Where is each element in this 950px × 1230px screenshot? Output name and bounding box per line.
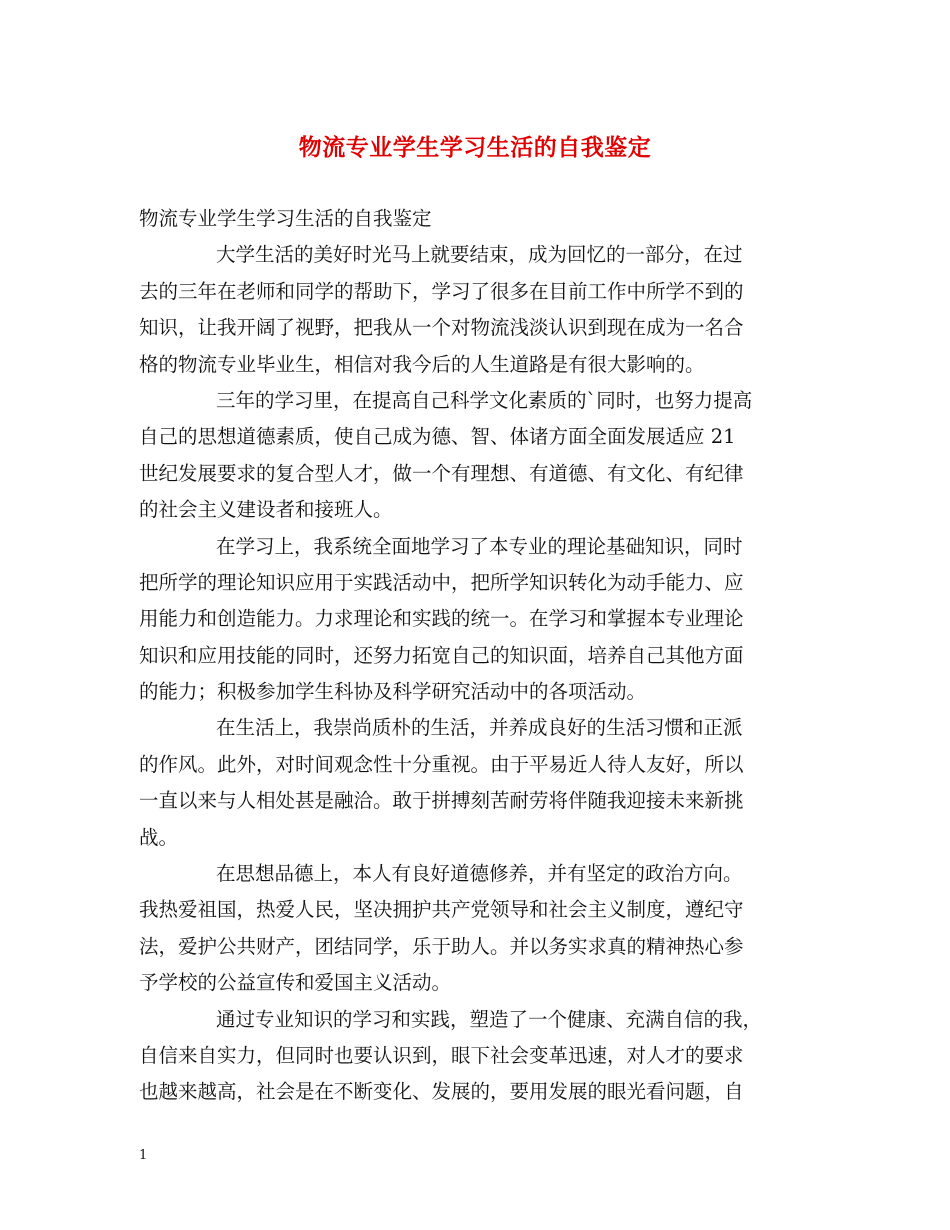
paragraph-line: 去的三年在老师和同学的帮助下，学习了很多在目前工作中所学不到的 <box>139 279 744 303</box>
body-paragraph <box>139 1002 819 1111</box>
paragraph-line: 在生活上，我崇尚质朴的生活，并养成良好的生活习惯和正派 <box>216 716 743 740</box>
paragraph-line: 在思想品德上，本人有良好道德修养，并有坚定的政治方向。 <box>216 862 743 886</box>
paragraph-line: 知识和应用技能的同时，还努力拓宽自己的知识面，培养自己其他方面 <box>139 643 744 667</box>
paragraph-list <box>139 237 819 1110</box>
paragraph-line: 也越来越高，社会是在不断变化、发展的，要用发展的眼光看问题，自 <box>139 1080 744 1104</box>
body-paragraph <box>139 237 819 383</box>
paragraph-line: 把所学的理论知识应用于实践活动中，把所学知识转化为动手能力、应 <box>139 570 744 594</box>
paragraph-line: 一直以来与人相处甚是融洽。敢于拼搏刻苦耐劳将伴随我迎接未来新挑 <box>139 789 744 813</box>
body-paragraph <box>139 383 819 529</box>
document-title: 物流专业学生学习生活的自我鉴定 <box>298 134 652 161</box>
document-subtitle: 物流专业学生学习生活的自我鉴定 <box>139 207 432 230</box>
page-number: 1 <box>139 1148 148 1163</box>
paragraph-line: 在学习上，我系统全面地学习了本专业的理论基础知识，同时 <box>216 534 743 558</box>
body-paragraph <box>139 856 819 1002</box>
paragraph-line: 大学生活的美好时光马上就要结束，成为回忆的一部分，在过 <box>216 243 743 267</box>
paragraph-line: 用能力和创造能力。力求理论和实践的统一。在学习和掌握本专业理论 <box>139 607 744 631</box>
paragraph-line: 法，爱护公共财产，团结同学，乐于助人。并以务实求真的精神热心参 <box>139 934 744 958</box>
paragraph-line: 自信来自实力，但同时也要认识到，眼下社会变革迅速，对人才的要求 <box>139 1044 744 1067</box>
paragraph-line: 的社会主义建设者和接班人。 <box>139 498 393 522</box>
paragraph-line: 三年的学习里，在提高自己科学文化素质的`同时，也努力提高 <box>216 388 753 412</box>
paragraph-line: 世纪发展要求的复合型人才，做一个有理想、有道德、有文化、有纪律 <box>139 461 744 485</box>
body-paragraph <box>139 710 819 856</box>
paragraph-line: 的能力；积极参加学生科协及科学研究活动中的各项活动。 <box>139 680 647 704</box>
paragraph-line: 战。 <box>139 825 179 849</box>
paragraph-line: 自己的思想道德素质，使自己成为德、智、体诸方面全面发展适应 21 <box>139 425 736 449</box>
paragraph-line: 的作风。此外，对时间观念性十分重视。由于平易近人待人友好，所以 <box>139 752 744 776</box>
paragraph-line: 通过专业知识的学习和实践，塑造了一个健康、充满自信的我， <box>216 1007 763 1031</box>
paragraph-line: 我热爱祖国，热爱人民，坚决拥护共产党领导和社会主义制度，遵纪守 <box>139 898 744 922</box>
document-body <box>139 201 819 1111</box>
paragraph-line: 格的物流专业毕业生，相信对我今后的人生道路是有很大影响的。 <box>139 352 705 376</box>
body-paragraph <box>139 529 819 711</box>
paragraph-line: 予学校的公益宣传和爱国主义活动。 <box>139 971 452 995</box>
paragraph-line: 知识，让我开阔了视野，把我从一个对物流浅淡认识到现在成为一名合 <box>139 316 744 340</box>
